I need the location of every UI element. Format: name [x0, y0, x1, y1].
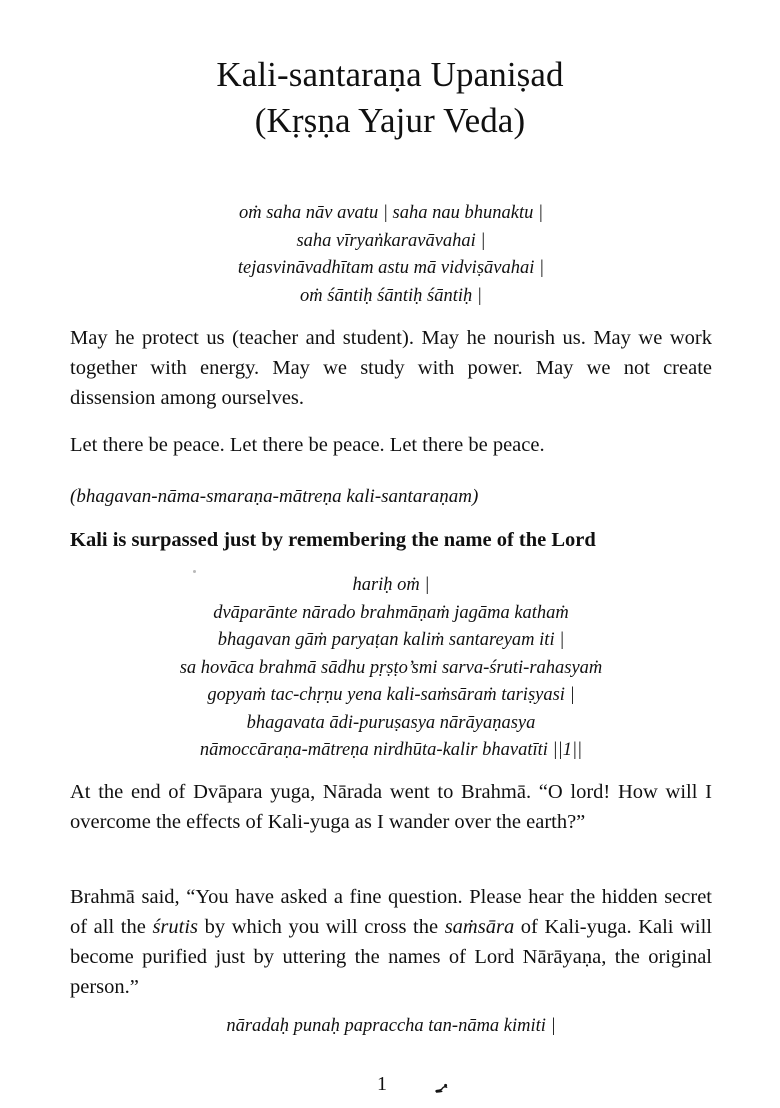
paragraph-text-segment: of Kali-yuga. Kali will become purified just by uttering the names of Lord Nārāyaṇa, the original person.” [70, 916, 712, 998]
verse-line: saha vīryaṅkaravāvahai | [296, 230, 486, 251]
verse-line: nāmoccāraṇa-mātreṇa nirdhūta-kalir bhavatīti ||1|| [199, 740, 583, 760]
section-transliterated-heading: (bhagavan-nāma-smaraṇa-mātreṇa kali-santaraṇam) [70, 486, 479, 507]
verse-2-block [70, 1013, 712, 1041]
verse-1-block [70, 572, 712, 765]
verse-line: oṁ śāntiḥ śāntiḥ śāntiḥ | [300, 285, 482, 306]
italic-term-srutis: śrutis [152, 916, 199, 938]
page-footer [0, 1072, 780, 1096]
verse-line: hariḥ oṁ | [352, 575, 430, 595]
verse-line: tejasvināvadhītam astu mā vidviṣāvahai | [237, 258, 545, 278]
verse-line: oṁ saha nāv avatu | saha nau bhunaktu | [238, 203, 544, 223]
italic-term-samsara: saṁsāra [444, 916, 515, 938]
page-number: 1 [377, 1073, 387, 1095]
section-english-heading: Kali is surpassed just by remembering the name of the Lord [70, 529, 596, 551]
verse-line: dvāparānte nārado brahmāṇaṁ jagāma kathaṁ [213, 602, 569, 623]
verse-1-translation-paragraph-1: At the end of Dvāpara yuga, Nārada went to Brahmā. “O lord! How will I overcome the effects of Kali-yuga as I wander over the earth?” [70, 781, 712, 833]
paragraph-text-segment: by which you will cross the [198, 916, 445, 938]
verse-1-translation-paragraph-2 [70, 882, 712, 1002]
invocation-translation-paragraph-1: May he protect us (teacher and student). May he nourish us. May we work together with energy. May we study with power. May we not create dissension among ourselves. [70, 327, 712, 409]
verse-line: bhagavata ādi-puruṣasya nārāyaṇasya [246, 712, 536, 733]
invocation-verse [70, 200, 712, 310]
page-title [0, 52, 780, 144]
title-line-subtitle: (Kṛṣṇa Yajur Veda) [254, 101, 526, 140]
paragraph-text-segment: Brahmā said, “You have asked a fine question. Please hear the hidden secret of all the [70, 886, 712, 938]
title-line-main: Kali-santaraṇa Upaniṣad [216, 55, 564, 94]
verse-line: nāradaḥ punaḥ papraccha tan-nāma kimiti | [226, 1016, 556, 1036]
invocation-translation-paragraph-2: Let there be peace. Let there be peace. Let there be peace. [70, 434, 545, 456]
verse-line: bhagavan gāṁ paryaṭan kaliṁ santareyam iti | [217, 630, 565, 650]
verse-line: gopyaṁ tac-chṛṇu yena kali-saṁsāraṁ tariṣyasi | [207, 685, 575, 705]
verse-line: sa hovāca brahmā sādhu pṛṣṭo’smi sarva-śruti-rahasyaṁ [179, 657, 603, 678]
ink-ornament-icon [433, 1082, 450, 1095]
